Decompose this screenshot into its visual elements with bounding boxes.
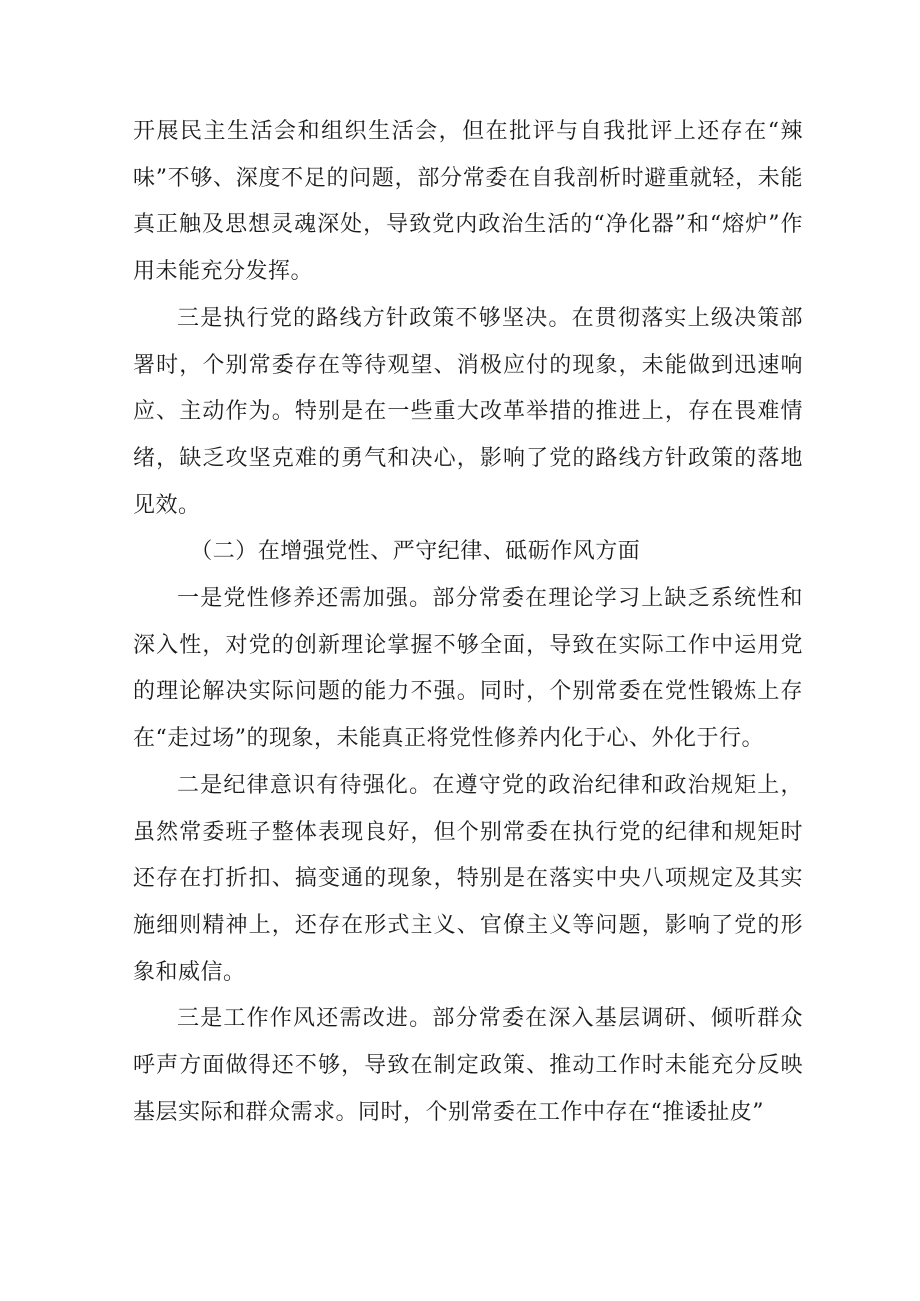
document-body (133, 109, 803, 1136)
paragraph-discipline: 二是纪律意识有待强化。在遵守党的政治纪律和政治规矩上，虽然常委班子整体表现良好，但个别常委在执行党的纪律和规矩时还存在打折扣、搞变通的现象，特别是在落实中央八项规定及其实施细则精神上，还存在形式主义、官僚主义等问题，影响了党的形象和威信。 (133, 772, 803, 985)
paragraph-work-style: 三是工作作风还需改进。部分常委在深入基层调研、倾听群众呼声方面做得还不够，导致在制定政策、推动工作时未能充分反映基层实际和群众需求。同时，个别常委在工作中存在“推诿扯皮” (133, 1006, 803, 1125)
paragraph-third-point-policy: 三是执行党的路线方针政策不够坚决。在贯彻落实上级决策部署时，个别常委存在等待观望、消极应付的现象，未能做到迅速响应、主动作为。特别是在一些重大改革举措的推进上，存在畏难情绪，缺乏攻坚克难的勇气和决心，影响了党的路线方针政策的落地见效。 (133, 305, 803, 518)
section-heading-two: （二）在增强党性、严守纪律、砥砺作风方面 (190, 539, 641, 565)
paragraph-party-spirit: 一是党性修养还需加强。部分常委在理论学习上缺乏系统性和深入性，对党的创新理论掌握不够全面，导致在实际工作中运用党的理论解决实际问题的能力不强。同时，个别常委在党性锻炼上存在“走过场”的现象，未能真正将党性修养内化于心、外化于行。 (133, 586, 803, 752)
paragraph-continuation: 开展民主生活会和组织生活会，但在批评与自我批评上还存在“辣味”不够、深度不足的问题，部分常委在自我剖析时避重就轻，未能真正触及思想灵魂深处，导致党内政治生活的“净化器”和“熔炉”作用未能充分发挥。 (133, 119, 803, 285)
